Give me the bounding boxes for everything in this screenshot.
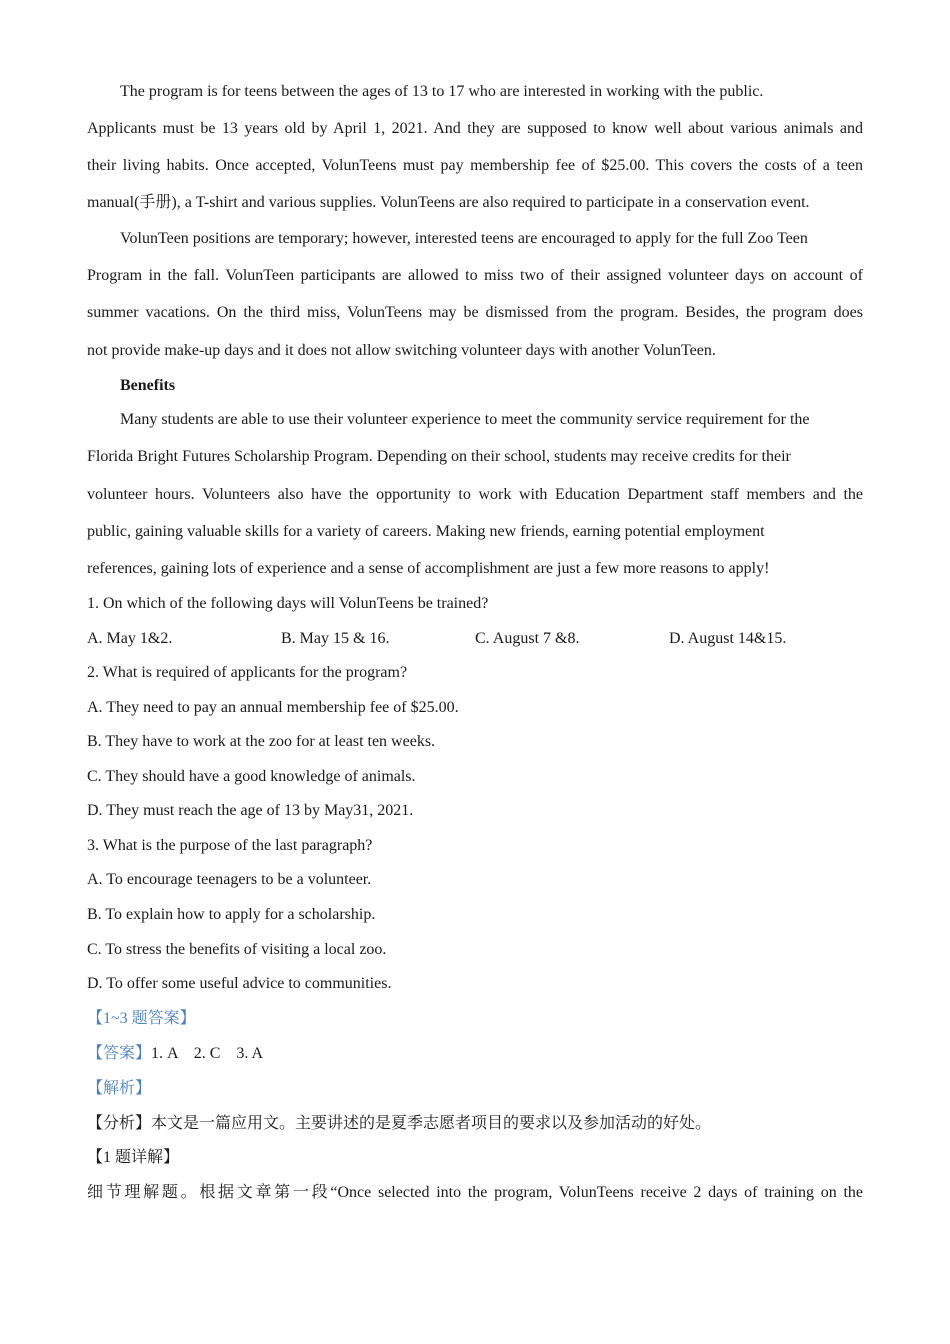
answer-text: 1. A 2. C 3. A [151,1045,264,1062]
passage-line: summer vacations. On the third miss, VolunTeens may be dismissed from the program. Besides, the program does [87,304,863,321]
question-option: C. They should have a good knowledge of animals. [87,768,416,785]
question-option: B. May 15 & 16. [281,630,390,647]
question-stem: 2. What is required of applicants for the program? [87,664,408,681]
answer-label: 【答案】 [87,1045,152,1062]
passage-line: VolunTeen positions are temporary; however, interested teens are encouraged to apply for the full Zoo Teen [120,230,808,247]
question-option: D. They must reach the age of 13 by May31, 2021. [87,802,414,819]
question-stem: 3. What is the purpose of the last paragraph? [87,837,373,854]
question-option: C. To stress the benefits of visiting a local zoo. [87,941,387,958]
passage-line: manual(手册), a T-shirt and various supplies. VolunTeens are also required to participate in a conservation event. [87,194,810,211]
passage-line: The program is for teens between the ages of 13 to 17 who are interested in working with the public. [120,83,764,100]
passage-line: public, gaining valuable skills for a variety of careers. Making new friends, earning potential employment [87,523,765,540]
question-option: B. To explain how to apply for a scholarship. [87,906,376,923]
passage-line: not provide make-up days and it does not allow switching volunteer days with another VolunTeen. [87,342,716,359]
passage-line: their living habits. Once accepted, VolunTeens must pay membership fee of $25.00. This covers the costs of a teen [87,157,863,174]
analysis-summary: 【分析】本文是一篇应用文。主要讲述的是夏季志愿者项目的要求以及参加活动的好处。 [87,1115,712,1132]
section-heading: Benefits [120,377,176,394]
question-option: D. August 14&15. [669,630,787,647]
question-option: D. To offer some useful advice to communities. [87,975,392,992]
question-option: B. They have to work at the zoo for at least ten weeks. [87,733,436,750]
answer-section-title: 【1~3 题答案】 [87,1010,196,1027]
passage-line: Applicants must be 13 years old by April 1, 2021. And they are supposed to know well about various animals and [87,120,863,137]
question-option: C. August 7 &8. [475,630,580,647]
answer-line [87,1044,263,1064]
question-option: A. May 1&2. [87,630,173,647]
question-stem: 1. On which of the following days will VolunTeens be trained? [87,595,489,612]
passage-line: Florida Bright Futures Scholarship Program. Depending on their school, students may receive credits for their [87,448,791,465]
analysis-label: 【解析】 [87,1080,152,1097]
detail-text: 细节理解题。根据文章第一段“Once selected into the program, VolunTeens receive 2 days of training on the [87,1184,863,1201]
detail-label: 【1 题详解】 [87,1149,180,1166]
passage-line: volunteer hours. Volunteers also have the opportunity to work with Education Department staff members and the [87,486,863,503]
question-option: A. They need to pay an annual membership fee of $25.00. [87,699,459,716]
passage-line: Many students are able to use their volunteer experience to meet the community service requirement for the [120,411,810,428]
question-option: A. To encourage teenagers to be a volunteer. [87,871,372,888]
passage-line: references, gaining lots of experience and a sense of accomplishment are just a few more reasons to apply! [87,560,770,577]
passage-line: Program in the fall. VolunTeen participants are allowed to miss two of their assigned volunteer days on account of [87,267,863,284]
